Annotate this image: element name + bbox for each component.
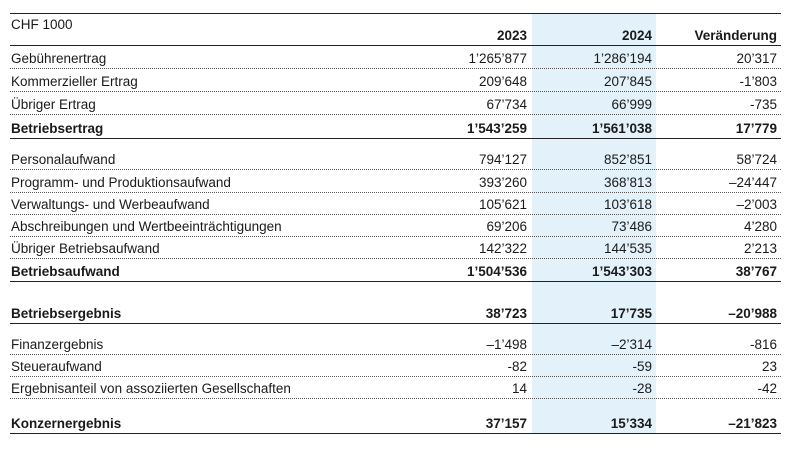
value-2023: 209’648 [478, 74, 527, 89]
value-2024: 1’561’038 [591, 121, 652, 136]
table-row [10, 148, 781, 170]
value-change: 38’767 [735, 264, 777, 279]
value-change: –2’003 [736, 197, 777, 212]
table-row [10, 171, 781, 193]
value-2024: 852’851 [603, 152, 652, 167]
value-change: -42 [757, 381, 777, 396]
value-2024: -28 [632, 381, 652, 396]
row-label: Finanzergebnis [11, 337, 104, 352]
value-change: 4’280 [743, 219, 777, 234]
table-row [10, 237, 781, 259]
value-2024: –2’314 [611, 337, 652, 352]
table-row [10, 70, 781, 92]
table-row-total [10, 300, 781, 324]
row-label: Abschreibungen und Wertbeeinträchtigungen [11, 219, 282, 234]
value-2024: 66’999 [611, 97, 652, 112]
value-2023: 1’504’536 [466, 264, 527, 279]
value-2023: 14 [511, 381, 527, 396]
value-2024: 368’813 [603, 175, 652, 190]
value-2023: 794’127 [478, 152, 527, 167]
table-top-rule [10, 13, 781, 14]
table-row [10, 93, 781, 115]
row-label: Verwaltungs- und Werbeaufwand [11, 197, 210, 212]
header-2023: 2023 [496, 28, 527, 43]
table-row [10, 377, 781, 399]
table-row [10, 193, 781, 215]
row-label: Betriebsaufwand [11, 264, 120, 279]
value-2024: -59 [632, 359, 652, 374]
header-2024: 2024 [621, 28, 652, 43]
value-2023: 37’157 [485, 416, 527, 431]
value-change: –24’447 [728, 175, 777, 190]
value-2024: 17’735 [610, 306, 652, 321]
value-2024: 1’286’194 [593, 51, 652, 66]
value-2024: 73’486 [611, 219, 652, 234]
unit-label: CHF 1000 [11, 17, 73, 32]
value-2023: 38’723 [485, 306, 527, 321]
value-change: -735 [749, 97, 777, 112]
table-row-total [10, 409, 781, 434]
row-label: Betriebsertrag [11, 121, 104, 136]
table-row-total [10, 116, 781, 139]
value-2023: 105’621 [478, 197, 527, 212]
value-change: 23 [761, 359, 777, 374]
value-change: –21’823 [728, 416, 777, 431]
value-2024: 1’543’303 [591, 264, 652, 279]
row-label: Kommerzieller Ertrag [11, 74, 138, 89]
table-row [10, 48, 781, 69]
value-change: 2’213 [743, 241, 777, 256]
value-2024: 103’618 [603, 197, 652, 212]
table-row [10, 333, 781, 355]
row-label: Übriger Betriebsaufwand [11, 241, 160, 256]
value-2023: 393’260 [478, 175, 527, 190]
row-label: Gebührenertrag [11, 51, 107, 66]
value-change: 58’724 [736, 152, 777, 167]
value-2023: -82 [507, 359, 527, 374]
value-2024: 207’845 [603, 74, 652, 89]
value-change: –20’988 [728, 306, 777, 321]
row-label: Ergebnisanteil von assoziierten Gesellschaften [11, 381, 291, 396]
value-2023: –1’498 [486, 337, 527, 352]
value-change: -1’803 [739, 74, 777, 89]
value-change: 17’779 [735, 121, 777, 136]
value-change: -816 [749, 337, 777, 352]
row-label: Personalaufwand [11, 152, 116, 167]
value-2023: 69’206 [486, 219, 527, 234]
row-label: Betriebsergebnis [11, 306, 122, 321]
value-2024: 15’334 [610, 416, 652, 431]
value-2023: 1’543’259 [466, 121, 527, 136]
table-row [10, 355, 781, 377]
row-label: Übriger Ertrag [11, 97, 96, 112]
row-label: Konzernergebnis [11, 416, 122, 431]
value-2023: 142’322 [478, 241, 527, 256]
value-2024: 144’535 [603, 241, 652, 256]
value-2023: 1’265’877 [468, 51, 527, 66]
table-row [10, 215, 781, 237]
value-change: 20’317 [736, 51, 777, 66]
row-label: Programm- und Produktionsaufwand [11, 175, 231, 190]
row-label: Steueraufwand [11, 359, 102, 374]
header-change: Veränderung [694, 28, 777, 43]
value-2023: 67’734 [486, 97, 527, 112]
header-row [10, 28, 781, 46]
table-row-total [10, 259, 781, 282]
